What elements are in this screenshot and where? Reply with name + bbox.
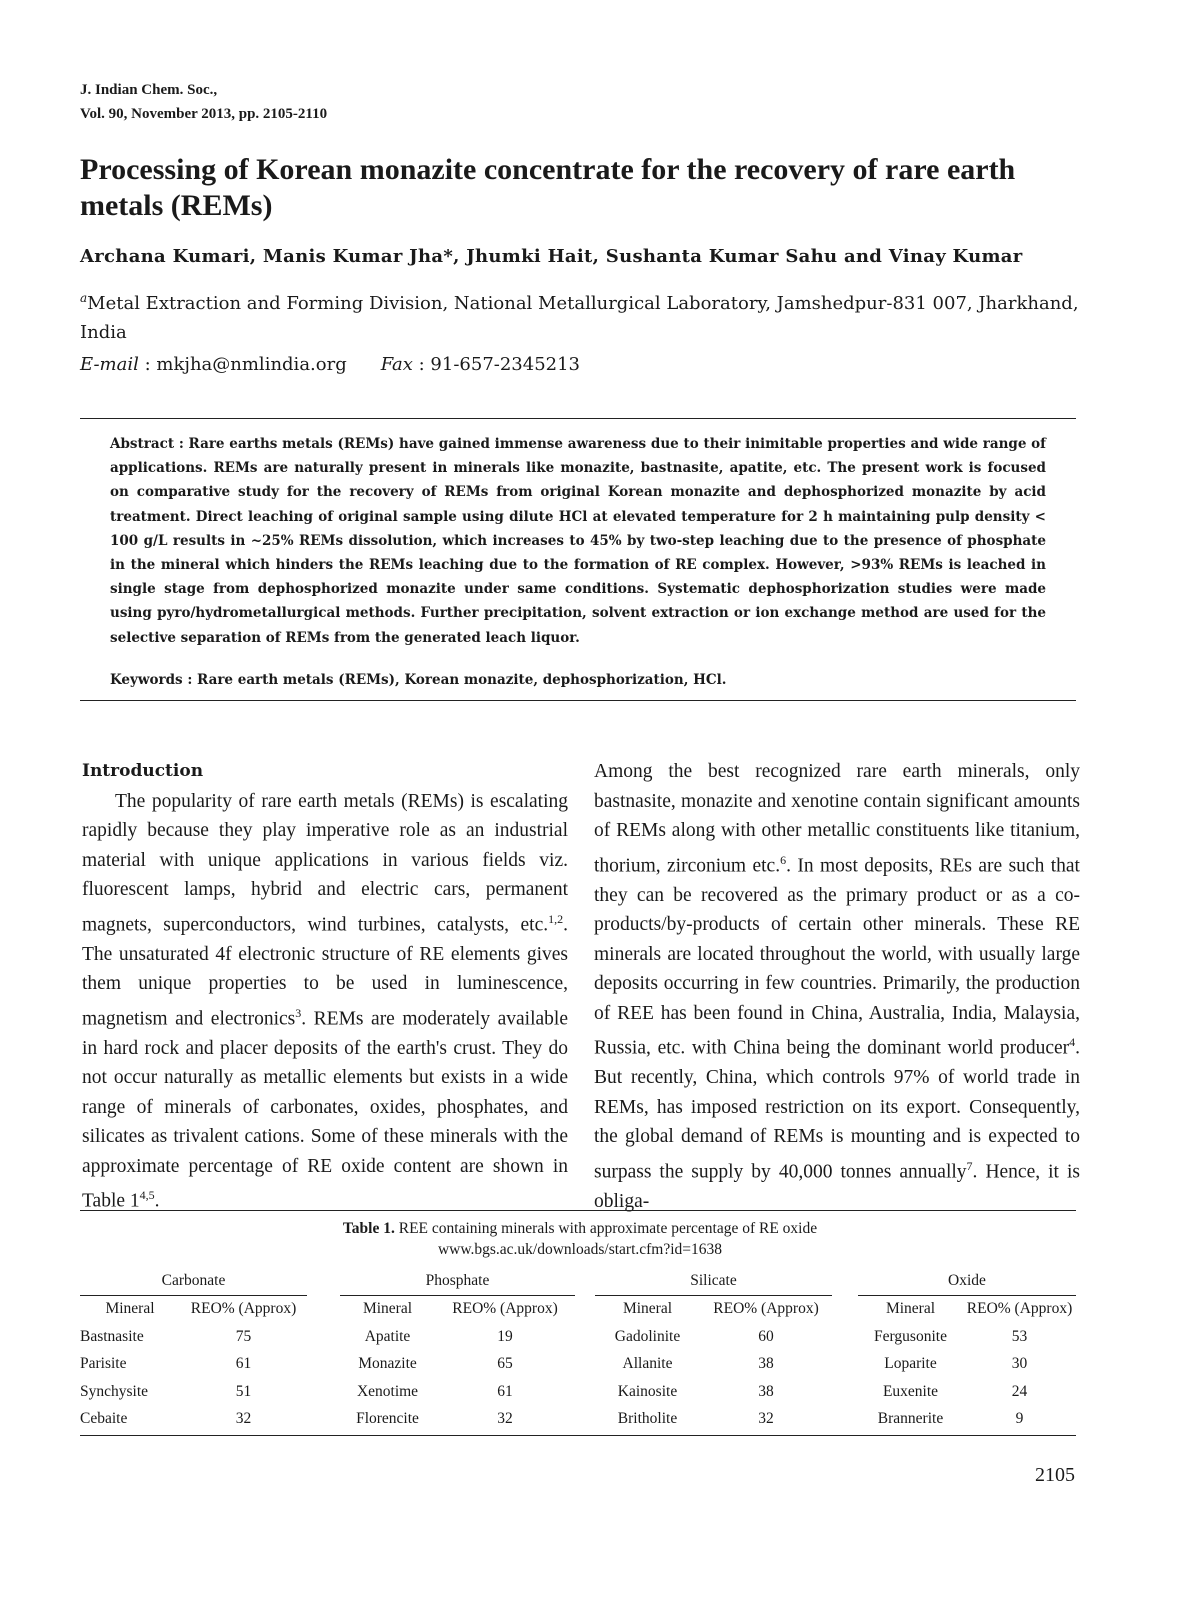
section-heading-introduction: Introduction (82, 761, 204, 781)
mineral-cell: Cebaite (80, 1410, 128, 1428)
fax-number: 91-657-2345213 (430, 354, 581, 375)
table-top-rule (80, 1210, 1076, 1211)
journal-header (80, 78, 327, 126)
affiliation-text: Metal Extraction and Forming Division, National Metallurgical Laboratory, Jamshedpur-831 007, Jharkhand, India (80, 293, 1079, 343)
mineral-cell: Britholite (617, 1410, 678, 1428)
reo-cell: 38 (758, 1382, 774, 1400)
mineral-cell: Bastnasite (80, 1327, 144, 1345)
reo-cell: 32 (497, 1410, 513, 1428)
mineral-cell: Brannerite (877, 1410, 944, 1428)
table-caption (80, 1218, 1080, 1260)
page-number: 2105 (1035, 1464, 1075, 1486)
mineral-cell: Kainosite (617, 1382, 678, 1400)
mineral-cell: Synchysite (80, 1382, 149, 1400)
intro-text-b: . The unsaturated 4f electronic structure of RE elements gives them unique properties to be used in luminescence, magnetism and electronics (82, 914, 568, 1029)
keywords-label: Keywords : (110, 672, 193, 688)
reo-cell: 9 (1015, 1410, 1024, 1428)
mineral-cell: Loparite (884, 1355, 937, 1373)
ref-superscript: 4,5 (139, 1188, 155, 1202)
mineral-cell: Allanite (622, 1355, 673, 1373)
intro-text-c: . REMs are moderately available in hard rock and placer deposits of the earth's crust. They do not occur naturally as metallic elements but exists in a wide range of minerals of carbonates, oxides, phosphates, and silicates as trivalent cations. Some of these minerals with the approximate percentage of RE oxide content are shown in Table 1 (82, 1008, 568, 1212)
ref-superscript: 3 (295, 1005, 302, 1020)
contact-line: E-mail : mkjha@nmlindia.org Fax : 91-657-2345213 (80, 354, 581, 375)
intro-paragraph-continued (594, 757, 1080, 1216)
author-list: Archana Kumari, Manis Kumar Jha*, Jhumki Hait, Sushanta Kumar Sahu and Vinay Kumar (80, 246, 1023, 267)
mineral-cell: Apatite (364, 1327, 411, 1345)
table-label: Table 1. (342, 1220, 395, 1237)
reo-cell: 53 (1011, 1327, 1028, 1345)
keywords-text: Rare earth metals (REMs), Korean monazite, dephosphorization, HCl. (197, 672, 727, 688)
col-header-reo: REO% (Approx) (190, 1300, 297, 1318)
journal-volume: Vol. 90, November 2013, pp. 2105-2110 (80, 106, 328, 122)
ref-superscript: 6 (780, 852, 787, 867)
affiliation-marker: a (80, 291, 88, 305)
mineral-cell: Xenotime (356, 1382, 419, 1400)
ref-superscript: 4 (1069, 1035, 1076, 1049)
reo-cell: 60 (758, 1327, 774, 1345)
ref-superscript: 1,2 (548, 911, 564, 926)
mineral-cell: Monazite (358, 1355, 417, 1373)
right-text-b: . In most deposits, REs are such that they can be recovered as the primary product or as a co-products/by-products of certain other minerals. These RE minerals are located throughout the world, with usually large deposits occurring in few countries. Primarily, the production of REE has been found in China, Australia, India, Malaysia, Russia, etc. with China being the dominant world producer (594, 855, 1080, 1059)
abstract-bottom-rule (80, 700, 1076, 701)
table-bottom-rule (80, 1435, 1076, 1436)
reo-cell: 32 (758, 1410, 774, 1428)
table-row (80, 1406, 1076, 1434)
mineral-cell: Euxenite (882, 1382, 939, 1400)
col-header-reo: REO% (Approx) (966, 1300, 1073, 1318)
journal-name: J. Indian Chem. Soc., (80, 82, 218, 98)
table-row (80, 1378, 1076, 1406)
reo-cell: 24 (1011, 1382, 1028, 1400)
reo-cell: 75 (235, 1327, 252, 1345)
col-header-mineral: Mineral (622, 1300, 673, 1318)
intro-text-d: . (154, 1190, 160, 1212)
col-header-mineral: Mineral (885, 1300, 936, 1318)
email-address[interactable]: mkjha@nmlindia.org (156, 354, 347, 375)
reo-cell: 30 (1011, 1355, 1028, 1373)
ree-minerals-table (80, 1267, 1076, 1433)
right-column (594, 757, 1080, 1216)
abstract-text: Rare earths metals (REMs) have gained immense awareness due to their inimitable properties and wide range of applications. REMs are naturally present in minerals like monazite, bastnasite, apatite, etc. The present work is focused on comparative study for the recovery of REMs from original Korean monazite and dephosphorized monazite by acid treatment. Direct leaching of original sample using dilute HCl at elevated temperature for 2 h maintaining pulp density < 100 g/L results in ~25% REMs dissolution, which increases to 45% by two-step leaching due to the presence of phosphate in the mineral which hinders the REMs leaching due to the formation of RE complex. However, >93% REMs is leached in single stage from dephosphorized monazite under same conditions. Systematic dephosphorization studies were made using pyro/hydrometallurgical methods. Further precipitation, solvent extraction or ion exchange method are used for the selective separation of REMs from the generated leach liquor. (110, 436, 1046, 646)
intro-text-a: The popularity of rare earth metals (REMs) is escalating rapidly because they play imperative role as an industrial material with unique applications in various fields viz. fluorescent lamps, hybrid and electric cars, permanent magnets, superconductors, wind turbines, catalysts, etc. (82, 790, 568, 935)
table-caption-text: REE containing minerals with approximate percentage of RE oxide (398, 1220, 818, 1237)
mineral-cell: Gadolinite (614, 1327, 681, 1345)
fax-label: Fax (380, 354, 413, 375)
reo-cell: 38 (758, 1355, 774, 1373)
group-silicate: Silicate (595, 1267, 832, 1295)
right-text-a: Among the best recognized rare earth minerals, only bastnasite, monazite and xenotine contain significant amounts of REMs along with other metallic constituents like titanium, thorium, zirconium etc. (594, 761, 1080, 876)
table-source: www.bgs.ac.uk/downloads/start.cfm?id=1638 (437, 1241, 723, 1258)
intro-paragraph (82, 787, 568, 1217)
col-header-reo: REO% (Approx) (713, 1300, 819, 1318)
affiliation (80, 284, 1080, 347)
reo-cell: 32 (235, 1410, 252, 1428)
table-row (80, 1351, 1076, 1379)
ref-superscript: 7 (966, 1158, 973, 1173)
keywords (110, 672, 726, 688)
group-carbonate: Carbonate (80, 1267, 307, 1295)
right-text-c: . But recently, China, which controls 97% of world trade in REMs, has imposed restriction on its export. Consequently, the global demand of REMs is mounting and is expected to surpass the supply by 40,000 tonnes annually (594, 1037, 1080, 1182)
col-header-mineral: Mineral (362, 1300, 413, 1318)
abstract (110, 432, 1046, 650)
reo-cell: 51 (235, 1382, 252, 1400)
reo-cell: 61 (235, 1355, 252, 1373)
mineral-cell: Florencite (356, 1410, 419, 1428)
reo-cell: 19 (497, 1327, 513, 1345)
reo-cell: 61 (497, 1382, 513, 1400)
table-group-row (80, 1267, 1076, 1295)
paper-title: Processing of Korean monazite concentrate for the recovery of rare earth metals (REMs) (80, 153, 1016, 222)
table-row (80, 1323, 1076, 1351)
email-label: E-mail (80, 354, 139, 375)
table-header-row (80, 1295, 1076, 1323)
group-phosphate: Phosphate (340, 1267, 575, 1295)
reo-cell: 65 (497, 1355, 513, 1373)
mineral-cell: Parisite (80, 1355, 127, 1373)
abstract-top-rule (80, 418, 1076, 419)
col-header-mineral: Mineral (105, 1300, 155, 1318)
group-oxide: Oxide (858, 1267, 1076, 1295)
abstract-label: Abstract : (110, 436, 184, 452)
mineral-cell: Fergusonite (874, 1327, 947, 1345)
col-header-reo: REO% (Approx) (452, 1300, 558, 1318)
left-column (82, 757, 568, 1216)
right-text-d: . Hence, it is obliga- (594, 1161, 1080, 1212)
